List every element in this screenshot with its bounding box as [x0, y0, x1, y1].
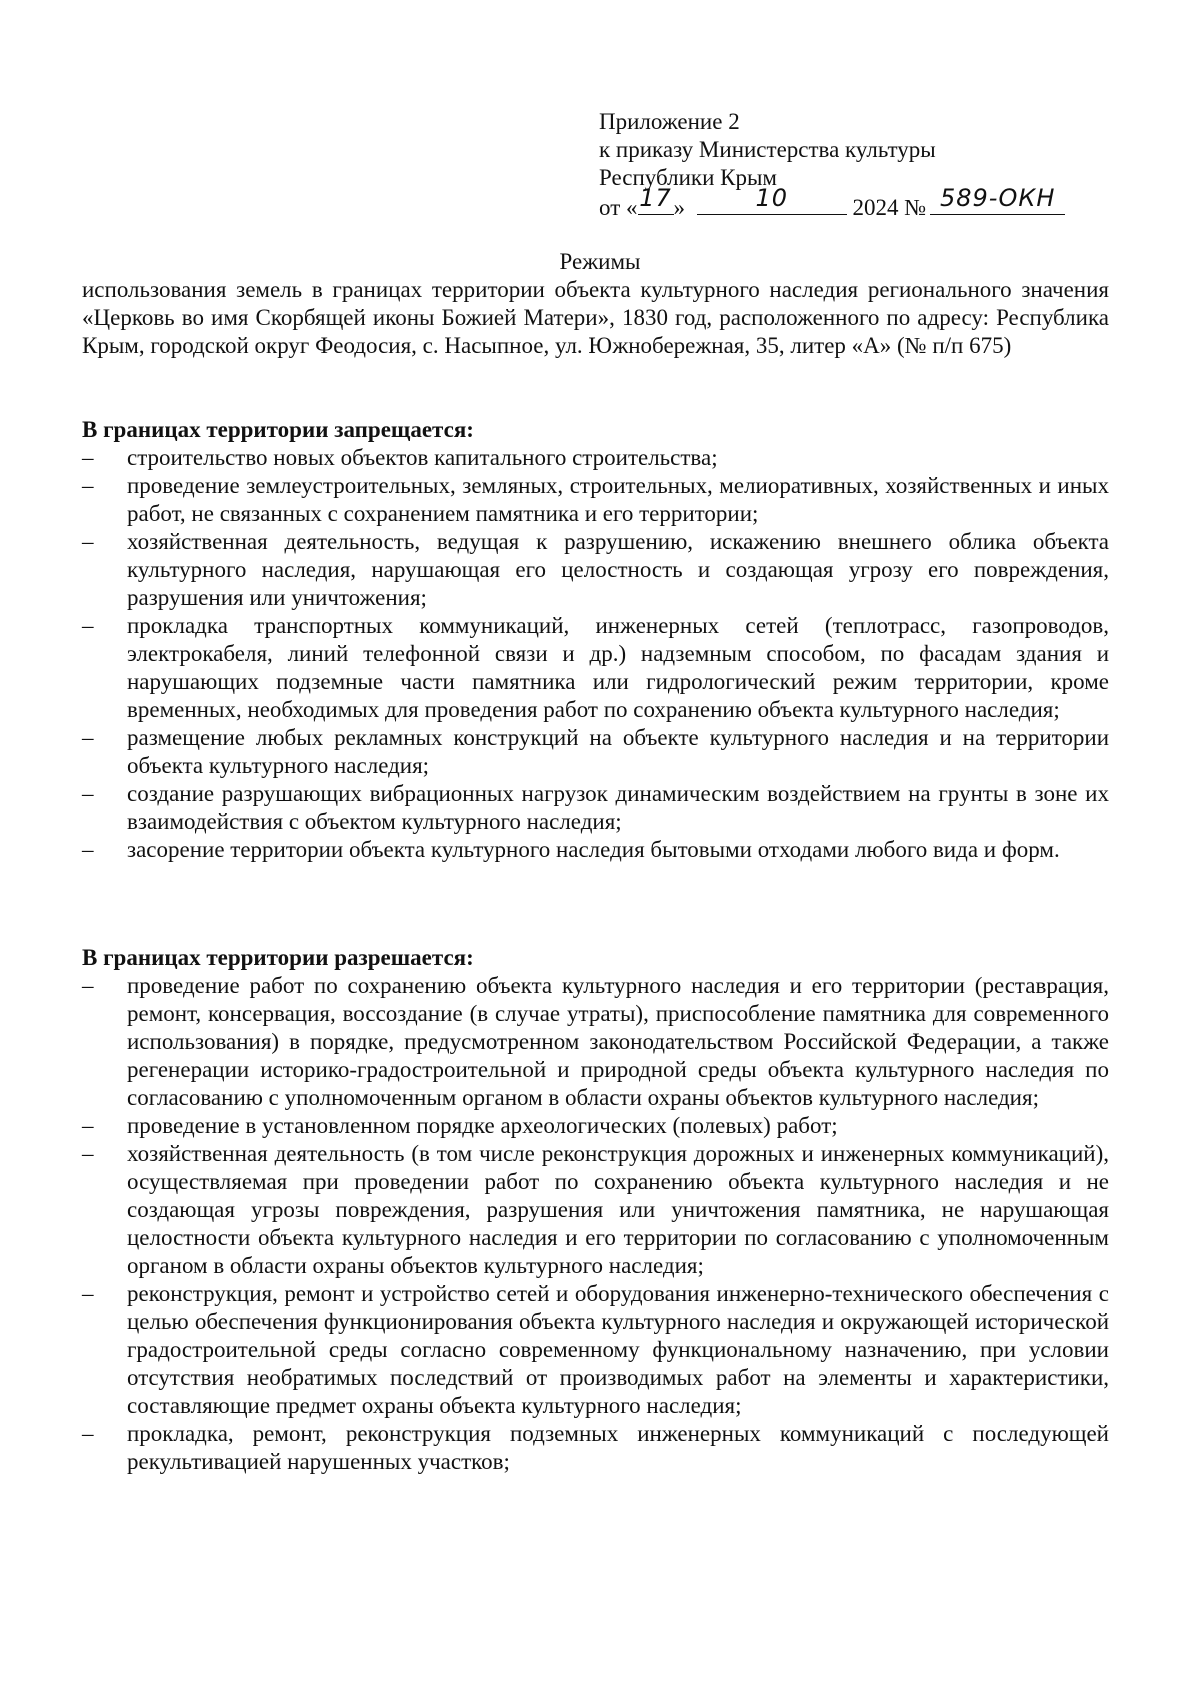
- number-blank: [930, 184, 1065, 215]
- bullet-dash: –: [82, 445, 94, 470]
- appendix-republic: Республики Крым: [599, 165, 777, 190]
- prohibited-list: [82, 444, 1109, 864]
- handwritten-day: 17: [639, 184, 672, 212]
- bullet-dash: –: [82, 613, 94, 638]
- handwritten-number: 589-ОКН: [939, 184, 1056, 212]
- list-item: [82, 1280, 1109, 1420]
- list-item-text: хозяйственная деятельность, ведущая к разрушению, искажению внешнего облика объекта культурного наследия, нарушающая его целостность и создающая угрозу его повреждения, разрушения или уничтожения;: [127, 529, 1109, 610]
- prohibited-heading: В границах территории запрещается:: [82, 417, 474, 442]
- day-suffix: »: [673, 195, 685, 220]
- list-item: [82, 836, 1109, 864]
- bullet-dash: –: [82, 725, 94, 750]
- day-blank: [638, 184, 674, 215]
- bullet-dash: –: [82, 837, 94, 862]
- list-item-text: создание разрушающих вибрационных нагрузок динамическим воздействием на грунты в зоне их взаимодействия с объектом культурного наследия;: [127, 781, 1109, 834]
- list-item-text: размещение любых рекламных конструкций на объекте культурного наследия и на территории объекта культурного наследия;: [127, 725, 1109, 778]
- allowed-section: [82, 944, 1109, 1476]
- appendix-header: [599, 108, 1119, 222]
- list-item-text: засорение территории объекта культурного наследия бытовыми отходами любого вида и форм.: [127, 837, 1060, 862]
- bullet-dash: –: [82, 1281, 94, 1306]
- list-item-text: строительство новых объектов капитального строительства;: [127, 445, 718, 470]
- list-item: [82, 972, 1109, 1112]
- allowed-heading: В границах территории разрешается:: [82, 945, 474, 970]
- list-item: [82, 444, 1109, 472]
- month-blank: [697, 184, 847, 215]
- document-subtitle: использования земель в границах территории объекта культурного наследия регионального значения «Церковь во имя Скорбящей иконы Божией Матери», 1830 год, расположенного по адресу: Республика Крым, городской округ Феодосия, с. Насыпное, ул. Южнобережная, 35, литер «А» (№ п/п 675): [82, 277, 1109, 358]
- appendix-order-ref: к приказу Министерства культуры: [599, 137, 936, 162]
- list-item: [82, 528, 1109, 612]
- handwritten-month: 10: [755, 184, 789, 212]
- order-date-line: [599, 184, 1119, 222]
- list-item: [82, 472, 1109, 528]
- list-item: [82, 780, 1109, 836]
- list-item: [82, 612, 1109, 724]
- list-item: [82, 1140, 1109, 1280]
- list-item-text: проведение в установленном порядке археологических (полевых) работ;: [127, 1113, 838, 1138]
- bullet-dash: –: [82, 1141, 94, 1166]
- list-item: [82, 1112, 1109, 1140]
- list-item-text: проведение работ по сохранению объекта культурного наследия и его территории (реставрация, ремонт, консервация, воссоздание (в случае утраты), приспособление памятника для современного использования) в порядке, предусмотренном законодательством Российской Федерации, а также регенерации историко-градостроительной и природной среды объекта культурного наследия по согласованию с уполномоченным органом в области охраны объектов культурного наследия;: [127, 973, 1109, 1110]
- bullet-dash: –: [82, 473, 94, 498]
- list-item-text: проведение землеустроительных, земляных, строительных, мелиоративных, хозяйственных и иных работ, не связанных с сохранением памятника и его территории;: [127, 473, 1109, 526]
- list-item: [82, 724, 1109, 780]
- bullet-dash: –: [82, 973, 94, 998]
- bullet-dash: –: [82, 529, 94, 554]
- year-number-label: 2024 №: [852, 195, 927, 220]
- allowed-list: [82, 972, 1109, 1476]
- list-item-text: хозяйственная деятельность (в том числе реконструкция дорожных и инженерных коммуникаций), осуществляемая при проведении работ по сохранению объекта культурного наследия и не создающая угрозы повреждения, разрушения или уничтожения памятника, не нарушающая целостности объекта культурного наследия и его территории по согласованию с уполномоченным органом в области охраны объектов культурного наследия;: [127, 1141, 1109, 1278]
- list-item-text: реконструкция, ремонт и устройство сетей и оборудования инженерно-технического обеспечения с целью обеспечения функционирования объекта культурного наследия и окружающей исторической градостроительной среды согласно современному функциональному назначению, при условии отсутствия необратимых последствий от производимых работ на элементы и характеристики, составляющие предмет охраны объекта культурного наследия;: [127, 1281, 1109, 1418]
- list-item-text: прокладка, ремонт, реконструкция подземных инженерных коммуникаций с последующей рекультивацией нарушенных участков;: [127, 1421, 1109, 1474]
- appendix-label: Приложение 2: [599, 109, 740, 134]
- prohibited-section: [82, 416, 1109, 864]
- bullet-dash: –: [82, 1421, 94, 1446]
- bullet-dash: –: [82, 1113, 94, 1138]
- list-item: [82, 1420, 1109, 1476]
- list-item-text: прокладка транспортных коммуникаций, инженерных сетей (теплотрасс, газопроводов, электрокабеля, линий телефонной связи и др.) надземным способом, по фасадам здания и нарушающих подземные части памятника или гидрологический режим территории, кроме временных, необходимых для проведения работ по сохранению объекта культурного наследия;: [127, 613, 1109, 722]
- date-prefix: от «: [599, 195, 638, 220]
- bullet-dash: –: [82, 781, 94, 806]
- document-title: Режимы: [559, 249, 641, 274]
